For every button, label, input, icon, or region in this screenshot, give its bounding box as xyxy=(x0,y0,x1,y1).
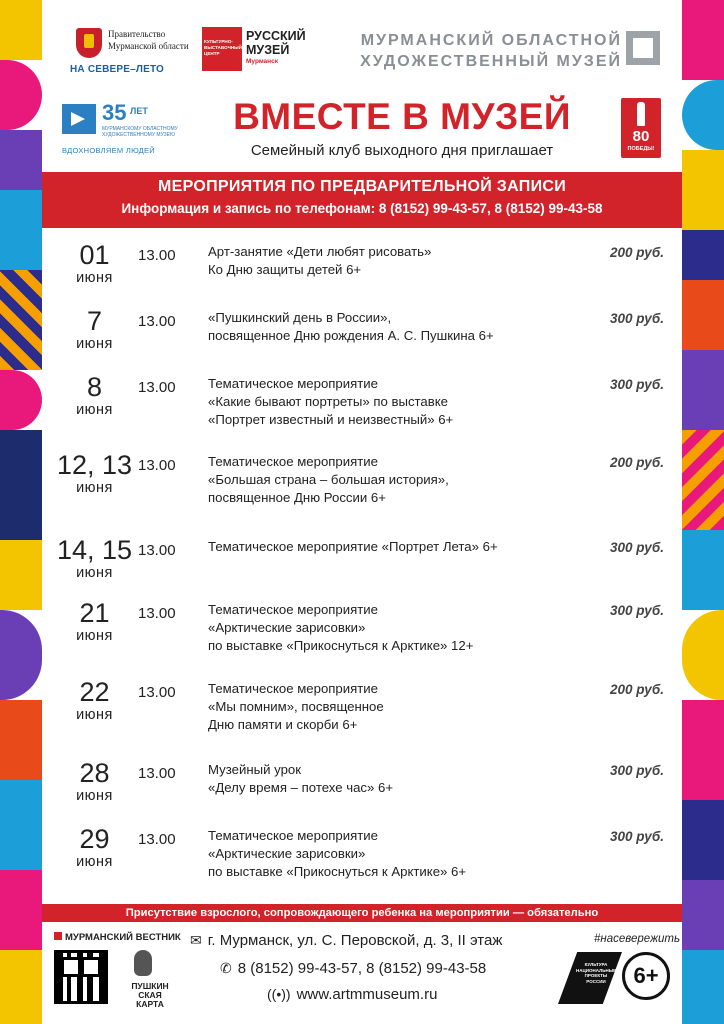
event-day: 14, 15 xyxy=(56,535,133,565)
event-day: 29 xyxy=(79,824,110,854)
event-price: 300 руб. xyxy=(610,829,664,844)
event-price: 300 руб. xyxy=(610,311,664,326)
adult-notice: Присутствие взрослого, сопровождающего ребенка на мероприятии — обязательно xyxy=(42,904,682,922)
event-description xyxy=(208,827,588,881)
anniversary-tagline: ВДОХНОВЛЯЕМ ЛЮДЕЙ xyxy=(62,146,155,155)
event-month: июня xyxy=(76,336,113,352)
event-description xyxy=(208,243,588,279)
event-time: 13.00 xyxy=(138,247,176,264)
event-time: 13.00 xyxy=(138,313,176,330)
banner-heading: МЕРОПРИЯТИЯ ПО ПРЕДВАРИТЕЛЬНОЙ ЗАПИСИ xyxy=(157,178,567,195)
event-day: 8 xyxy=(86,372,103,402)
event-description xyxy=(208,761,588,797)
pushkin-card-label: ПУШКИН СКАЯ КАРТА xyxy=(131,981,169,1009)
rm-city: Мурманск xyxy=(246,58,278,65)
event-price: 200 руб. xyxy=(610,455,664,470)
event-month: июня xyxy=(76,788,113,804)
coat-of-arms-icon xyxy=(76,28,102,58)
event-time: 13.00 xyxy=(138,831,176,848)
event-month: июня xyxy=(76,480,113,496)
russian-museum-logo xyxy=(202,27,322,75)
museum-name: МУРМАНСКИЙ ОБЛАСТНОЙ ХУДОЖЕСТВЕННЫЙ МУЗЕЙ xyxy=(360,32,622,70)
rm-center-label: КУЛЬТУРНО-ВЫСТАВОЧНЫЙ ЦЕНТР xyxy=(202,27,242,71)
event-time: 13.00 xyxy=(138,765,176,782)
poster-content xyxy=(42,0,682,1024)
event-day: 01 xyxy=(79,240,110,270)
event-description-line: посвященное Дню рождения А. С. Пушкина 6+ xyxy=(208,328,494,343)
victory-label: ПОБЕДЫ! xyxy=(627,146,655,152)
event-description xyxy=(208,309,588,345)
murmansk-vestnik-logo: МУРМАНСКИЙ ВЕСТНИК xyxy=(54,932,181,943)
event-description-line: Тематическое мероприятие xyxy=(208,376,379,391)
event-price: 300 руб. xyxy=(610,603,664,618)
broadcast-icon: ((•)) xyxy=(267,986,291,1002)
page-subtitle: Семейный клуб выходного дня приглашает xyxy=(250,142,554,159)
phone-icon: ✆ xyxy=(220,960,232,976)
event-description xyxy=(208,453,588,507)
event-day: 12, 13 xyxy=(56,450,133,480)
left-decor-border xyxy=(0,0,42,1024)
envelope-icon: ✉ xyxy=(190,932,202,948)
event-day: 7 xyxy=(86,306,103,336)
event-description-line: «Арктические зарисовки» xyxy=(208,620,366,635)
event-description-line: Тематическое мероприятие xyxy=(208,454,379,469)
page-title: ВМЕСТЕ В МУЗЕЙ xyxy=(233,96,571,137)
event-time: 13.00 xyxy=(138,542,176,559)
anniversary-description: МУРМАНСКОМУ ОБЛАСТНОМУ ХУДОЖЕСТВЕННОМУ МУЗЕЮ xyxy=(102,126,178,138)
event-price: 300 руб. xyxy=(610,377,664,392)
event-description-line: «Делу время – потехе час» 6+ xyxy=(208,780,394,795)
na-severe-leto-logo: НА СЕВЕРЕ–ЛЕТО xyxy=(70,64,165,75)
event-description-line: «Пушкинский день в России», xyxy=(208,310,392,325)
event-description-line: Дню памяти и скорби 6+ xyxy=(208,717,358,732)
event-month: июня xyxy=(76,565,113,581)
event-time: 13.00 xyxy=(138,684,176,701)
event-month: июня xyxy=(76,854,113,870)
event-day: 22 xyxy=(79,677,110,707)
address: ✉ г. Мурманск, ул. С. Перовской, д. 3, II этаж xyxy=(190,932,503,949)
government-name: Правительство Мурманской области xyxy=(108,29,189,51)
rm-name: РУССКИЙ МУЗЕЙ xyxy=(246,29,306,57)
event-description xyxy=(208,538,588,556)
event-month: июня xyxy=(76,628,113,644)
anniversary-logo xyxy=(62,102,212,158)
government-logo xyxy=(70,24,200,84)
event-description-line: «Большая страна – большая история», xyxy=(208,472,449,487)
qr-code[interactable] xyxy=(54,950,108,1004)
event-time: 13.00 xyxy=(138,379,176,396)
event-time: 13.00 xyxy=(138,457,176,474)
monument-icon xyxy=(637,102,645,126)
anniversary-number: 35 xyxy=(102,100,127,125)
museum-logo-icon xyxy=(626,31,660,65)
pushkin-portrait-icon xyxy=(134,950,152,976)
anniversary-years: ЛЕТ xyxy=(130,106,148,116)
event-day: 21 xyxy=(79,598,110,628)
event-description-line: Тематическое мероприятие xyxy=(208,828,379,843)
event-day: 28 xyxy=(79,758,110,788)
event-description xyxy=(208,375,588,429)
victory-80-badge xyxy=(621,98,661,158)
event-description xyxy=(208,680,588,734)
event-description-line: по выставке «Прикоснуться к Арктике» 6+ xyxy=(208,864,467,879)
play-mark-icon xyxy=(62,104,96,134)
event-description-line: Ко Дню защиты детей 6+ xyxy=(208,262,362,277)
event-description xyxy=(208,601,588,655)
website-link[interactable]: ((•)) www.artmmuseum.ru xyxy=(267,986,438,1003)
contact-phones[interactable]: ✆ 8 (8152) 99-43-57, 8 (8152) 99-43-58 xyxy=(220,960,487,977)
event-description-line: «Какие бывают портреты» по выставке xyxy=(208,394,449,409)
banner-phones: Информация и запись по телефонам: 8 (8152) 99-43-57, 8 (8152) 99-43-58 xyxy=(121,201,603,216)
event-description-line: Арт-занятие «Дети любят рисовать» xyxy=(208,244,432,259)
event-description-line: Тематическое мероприятие xyxy=(208,602,379,617)
event-month: июня xyxy=(76,707,113,723)
event-price: 200 руб. xyxy=(610,682,664,697)
age-rating-badge: 6+ xyxy=(622,952,670,1000)
registration-banner xyxy=(42,172,682,228)
event-month: июня xyxy=(76,402,113,418)
victory-number: 80 xyxy=(632,128,650,145)
event-description-line: Музейный урок xyxy=(208,762,302,777)
pushkin-card-logo xyxy=(120,950,180,1009)
event-description-line: Тематическое мероприятие «Портрет Лета» 6+ xyxy=(208,539,498,554)
event-description-line: «Мы помним», посвященное xyxy=(208,699,384,714)
event-description-line: Тематическое мероприятие xyxy=(208,681,379,696)
event-description-line: «Портрет известный и неизвестный» 6+ xyxy=(208,412,454,427)
hashtag: #насевережить xyxy=(594,933,681,945)
event-price: 300 руб. xyxy=(610,540,664,555)
event-month: июня xyxy=(76,270,113,286)
event-description-line: «Арктические зарисовки» xyxy=(208,846,366,861)
event-description-line: по выставке «Прикоснуться к Арктике» 12+ xyxy=(208,638,474,653)
national-projects-label: КУЛЬТУРА НАЦИОНАЛЬНЫЕ ПРОЕКТЫ РОССИИ xyxy=(576,962,617,984)
event-price: 300 руб. xyxy=(610,763,664,778)
event-time: 13.00 xyxy=(138,605,176,622)
right-decor-border xyxy=(682,0,724,1024)
event-price: 200 руб. xyxy=(610,245,664,260)
event-description-line: посвященное Дню России 6+ xyxy=(208,490,386,505)
